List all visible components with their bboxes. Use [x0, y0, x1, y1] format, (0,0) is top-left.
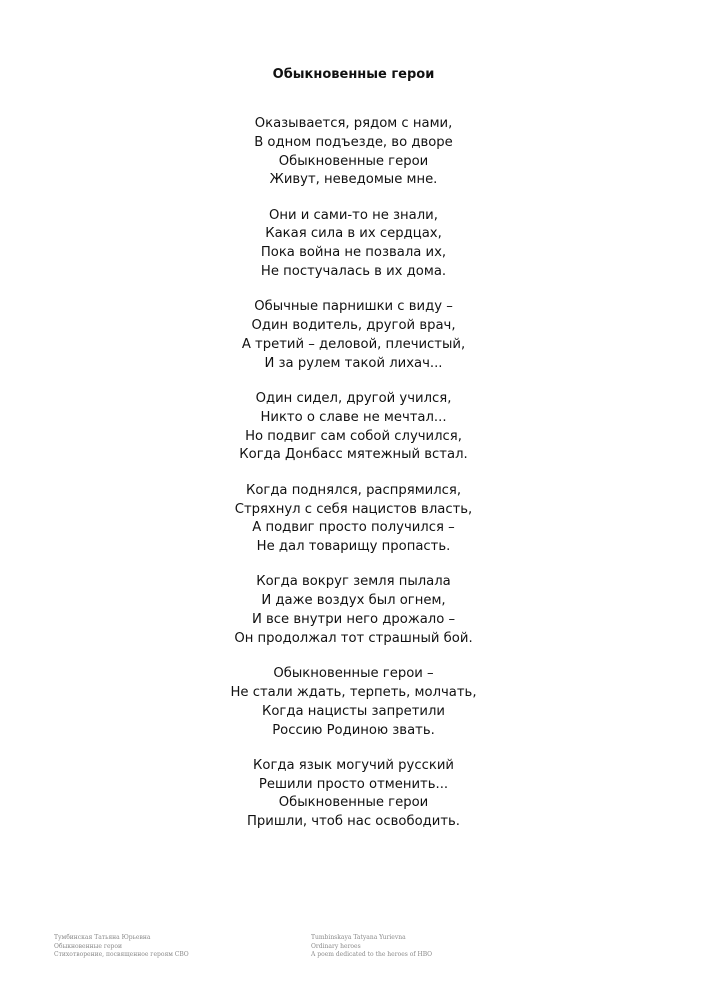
footer-title: Обыкновенные герои — [54, 942, 122, 950]
stanza-3 — [0, 298, 707, 373]
poem-line: Они и сами-то не знали, — [269, 207, 438, 223]
poem-line: И за рулем такой лихач... — [264, 355, 443, 371]
page-title: Обыкновенные герои — [272, 67, 435, 82]
poem-line: Когда вокруг земля пылала — [256, 574, 451, 590]
poem-line: Он продолжал тот страшный бой. — [234, 630, 473, 646]
poem-line: Пришли, чтоб нас освободить. — [246, 814, 460, 830]
poem-line: Обыкновенные герои — [278, 153, 429, 169]
poem-line: Не дал товарищу пропасть. — [256, 539, 451, 555]
poem-line: Не стали ждать, терпеть, молчать, — [230, 684, 477, 700]
poem-line: Когда поднялся, распрямился, — [245, 482, 462, 498]
stanza-1 — [0, 115, 707, 190]
poem-line: Россию Родиною звать. — [272, 722, 435, 738]
poem — [0, 115, 707, 849]
poem-line: Пока война не позвала их, — [260, 245, 447, 261]
poem-line: Когда Донбасс мятежный встал. — [239, 447, 468, 463]
footer-author: Tumbinskaya Tatyana Yurievna — [311, 934, 406, 941]
poem-line: Оказывается, рядом с нами, — [254, 116, 453, 131]
poem-line: Когда нацисты запретили — [262, 703, 445, 719]
poem-line: И все внутри него дрожало – — [251, 612, 456, 628]
poem-line: Один сидел, другой учился, — [255, 391, 452, 407]
poem-line: Когда язык могучий русский — [253, 757, 454, 773]
poem-line: Стряхнул с себя нацистов власть, — [234, 501, 473, 517]
poem-line: Не постучалась в их дома. — [260, 264, 447, 280]
footer-left — [54, 934, 189, 960]
poem-line: И даже воздух был огнем, — [261, 593, 446, 609]
poem-line: Обычные парнишки с виду – — [254, 299, 453, 315]
poem-line: Обыкновенные герои – — [273, 666, 434, 682]
poem-line: Никто о славе не мечтал... — [260, 409, 447, 425]
footer-right — [311, 934, 432, 960]
poem-line: Решили просто отменить... — [258, 776, 449, 792]
footer-title: Ordinary heroes — [311, 942, 361, 950]
stanza-7 — [0, 665, 707, 740]
footer-author: Тумбинская Татьяна Юрьевна — [54, 934, 151, 941]
stanza-8 — [0, 757, 707, 832]
poem-line: Один водитель, другой врач, — [251, 318, 456, 334]
stanza-5 — [0, 482, 707, 557]
poem-line: Обыкновенные герои — [278, 795, 429, 811]
poem-line: Какая сила в их сердцах, — [265, 226, 442, 242]
poem-line: А подвиг просто получился – — [252, 520, 455, 536]
poem-line: Живут, неведомые мне. — [269, 172, 438, 188]
stanza-4 — [0, 390, 707, 465]
poem-line: В одном подъезде, во дворе — [254, 134, 453, 150]
stanza-6 — [0, 573, 707, 648]
footer-description: A poem dedicated to the heroes of НВО — [311, 951, 433, 958]
stanza-2 — [0, 207, 707, 282]
footer-description: Стихотворение, посвященное героям СВО — [54, 951, 189, 958]
poem-line: А третий – деловой, плечистый, — [241, 336, 466, 352]
poem-line: Но подвиг сам собой случился, — [245, 428, 462, 444]
